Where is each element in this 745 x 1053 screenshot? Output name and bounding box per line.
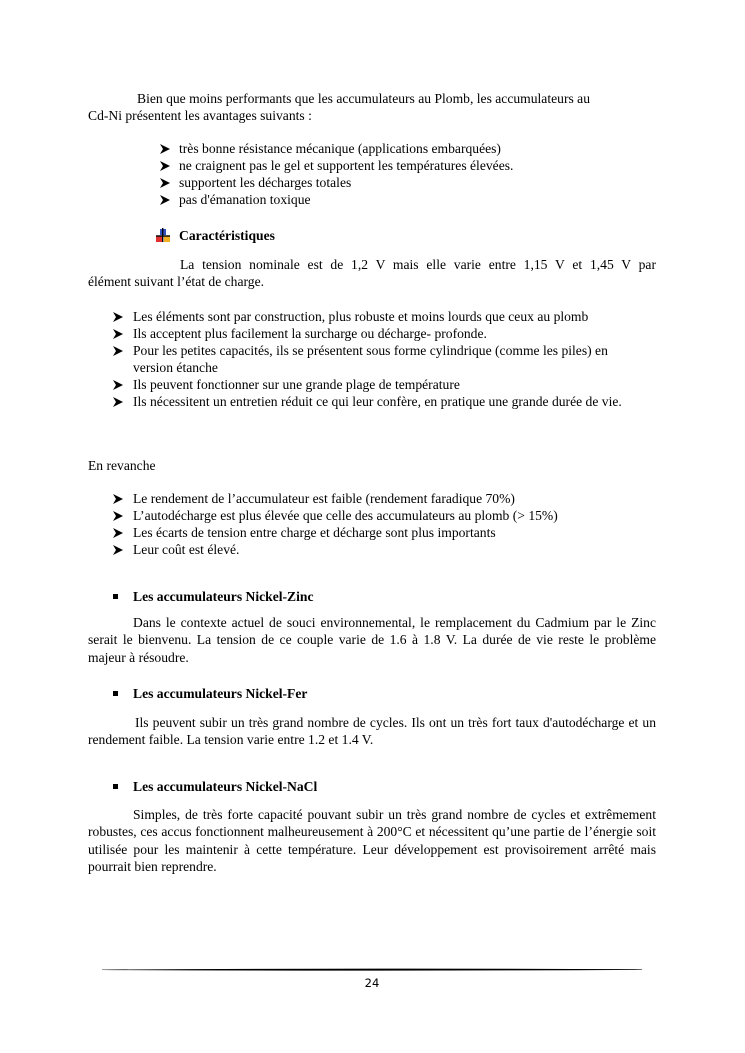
arrow-bullet-icon xyxy=(112,544,124,556)
feature-item: Pour les petites capacités, ils se présentent sous forme cylindrique (comme les piles) en version étanche xyxy=(133,343,608,376)
intro-line-1: Bien que moins performants que les accumulateurs au Plomb, les accumulateurs au xyxy=(137,91,590,106)
arrow-bullet-icon xyxy=(112,379,124,391)
arrow-bullet-icon xyxy=(159,177,171,189)
advantage-item: très bonne résistance mécanique (applications embarquées) xyxy=(179,141,501,156)
characteristics-line-2: élément suivant l’état de charge. xyxy=(88,274,265,289)
page-number: 24 xyxy=(364,976,380,990)
colored-square-bullet-icon xyxy=(155,227,171,243)
arrow-bullet-icon xyxy=(112,311,124,323)
section-title-nickel-zinc: Les accumulateurs Nickel-Zinc xyxy=(133,589,314,604)
intro-line-2: Cd-Ni présentent les avantages suivants : xyxy=(88,108,312,123)
footer-rule xyxy=(102,968,642,971)
arrow-bullet-icon xyxy=(159,194,171,206)
feature-item: Ils nécessitent un entretien réduit ce qui leur confère, en pratique une grande durée de vie. xyxy=(133,394,622,409)
arrow-bullet-icon xyxy=(159,143,171,155)
feature-item: Les éléments sont par construction, plus robuste et moins lourds que ceux au plomb xyxy=(133,309,589,324)
drawback-item: Le rendement de l’accumulateur est faible (rendement faradique 70%) xyxy=(133,491,515,506)
characteristics-heading: Caractéristiques xyxy=(179,228,275,243)
however-label: En revanche xyxy=(88,458,156,473)
section-text-nickel-nacl: Simples, de très forte capacité pouvant subir un très grand nombre de cycles et extrêmement robustes, ces accus fonctionnent malheureusement à 200°C et nécessitent qu’une partie de l’énergie soit utilisée pour les maintenir à cette température. Leur développement est provisoirement arrêté mais pourrait bien reprendre. xyxy=(88,807,656,874)
square-bullet-icon xyxy=(113,594,118,599)
section-title-nickel-nacl: Les accumulateurs Nickel-NaCl xyxy=(133,779,318,794)
arrow-bullet-icon xyxy=(112,493,124,505)
arrow-bullet-icon xyxy=(112,328,124,340)
drawback-item: L’autodécharge est plus élevée que celle des accumulateurs au plomb (> 15%) xyxy=(133,508,558,523)
arrow-bullet-icon xyxy=(112,527,124,539)
feature-item: Ils peuvent fonctionner sur une grande plage de température xyxy=(133,377,460,392)
arrow-bullet-icon xyxy=(112,345,124,357)
square-bullet-icon xyxy=(113,784,118,789)
section-text-nickel-fer: Ils peuvent subir un très grand nombre de cycles. Ils ont un très fort taux d'autodécharge et un rendement faible. La tension varie entre 1.2 et 1.4 V. xyxy=(88,715,656,748)
square-bullet-icon xyxy=(113,691,118,696)
arrow-bullet-icon xyxy=(112,396,124,408)
advantage-item: pas d'émanation toxique xyxy=(179,192,311,207)
characteristics-line-1: La tension nominale est de 1,2 V mais elle varie entre 1,15 V et 1,45 V par xyxy=(180,257,656,272)
section-title-nickel-fer: Les accumulateurs Nickel-Fer xyxy=(133,686,308,701)
feature-item: Ils acceptent plus facilement la surcharge ou décharge- profonde. xyxy=(133,326,487,341)
section-text-nickel-zinc: Dans le contexte actuel de souci environnemental, le remplacement du Cadmium par le Zinc serait le bienvenu. La tension de ce couple varie de 1.6 à 1.8 V. La durée de vie reste le problème majeur à résoudre. xyxy=(88,615,656,665)
drawback-item: Leur coût est élevé. xyxy=(133,542,240,557)
drawback-item: Les écarts de tension entre charge et décharge sont plus importants xyxy=(133,525,496,540)
arrow-bullet-icon xyxy=(159,160,171,172)
arrow-bullet-icon xyxy=(112,510,124,522)
advantage-item: ne craignent pas le gel et supportent les températures élevées. xyxy=(179,158,514,173)
advantage-item: supportent les décharges totales xyxy=(179,175,352,190)
